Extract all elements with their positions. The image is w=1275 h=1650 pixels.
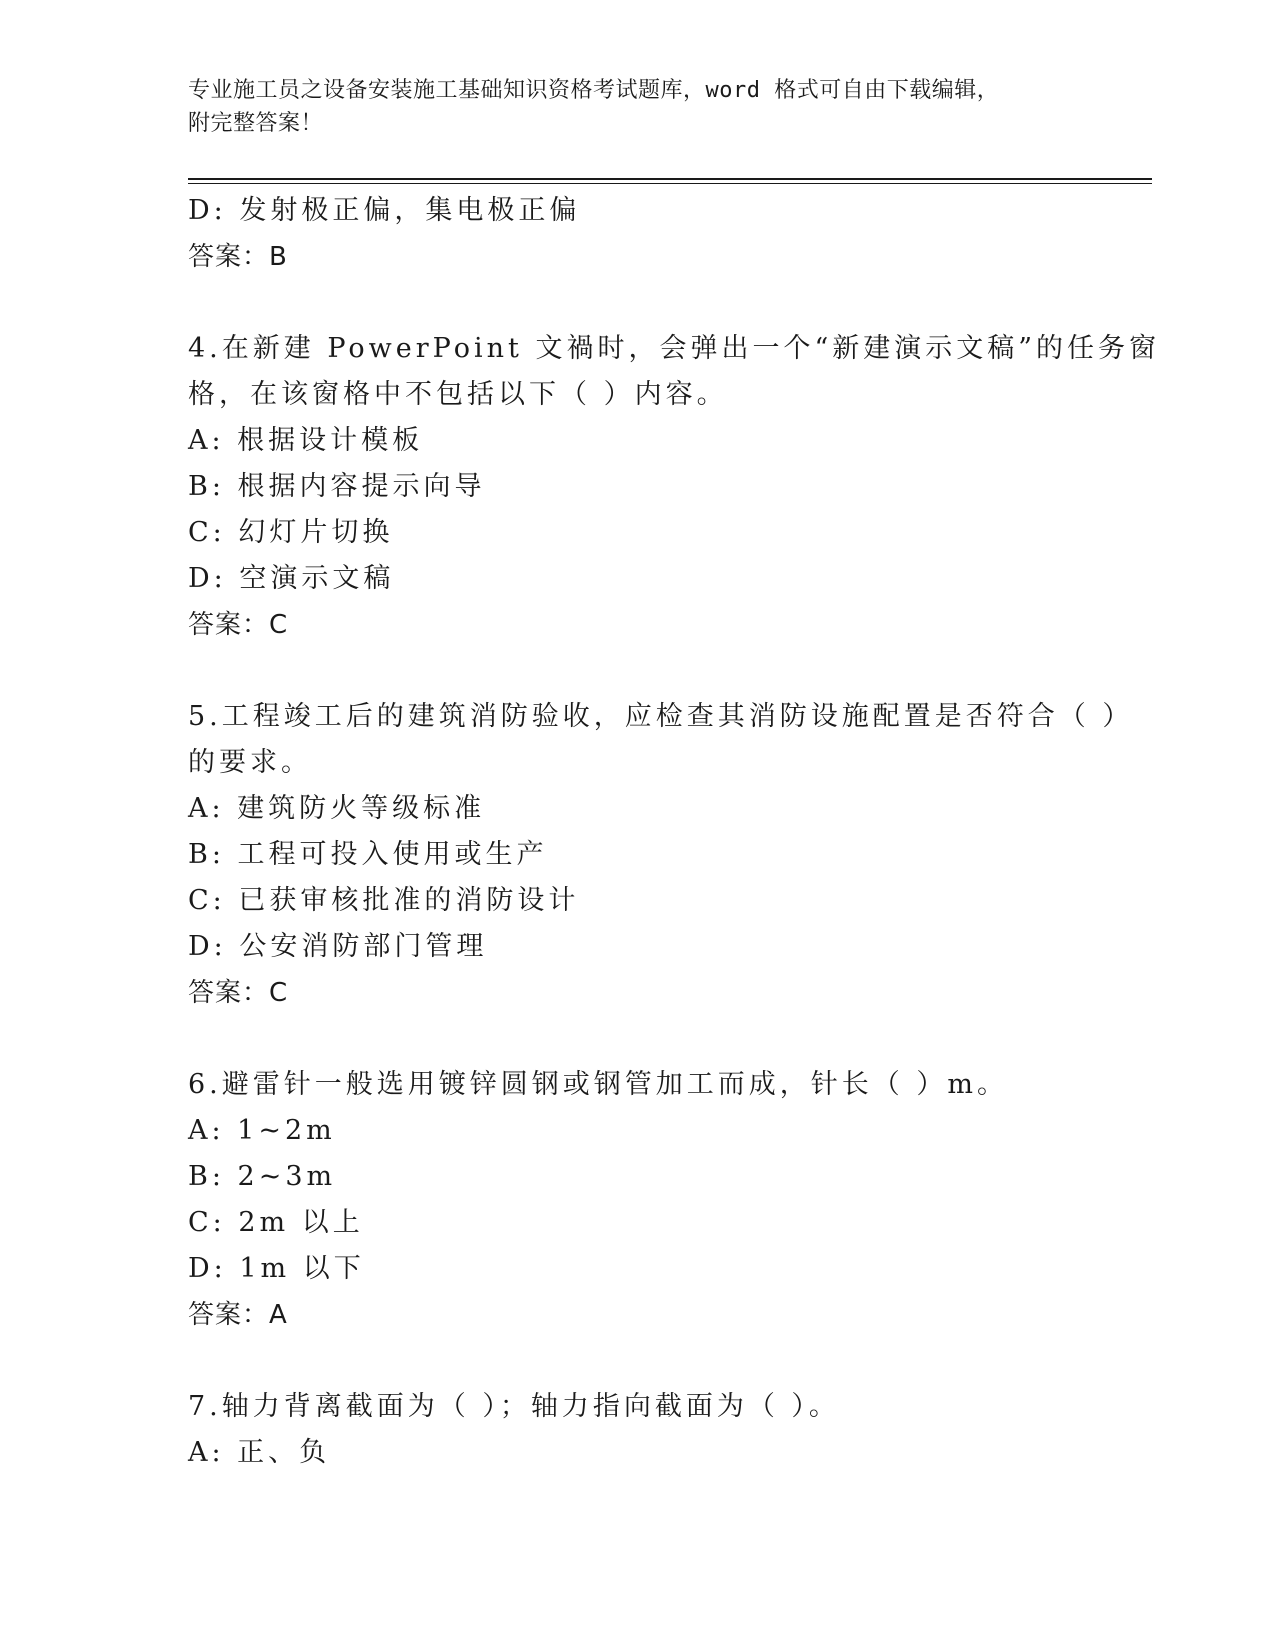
header-line-2: 附完整答案！ [188,111,324,136]
option-b: B: 根据内容提示向导 [188,471,486,502]
question-stem: 格，在该窗格中不包括以下（ ）内容。 [188,379,728,410]
answer-line: 答案：B [188,242,288,272]
option-c: C: 已获审核批准的消防设计 [188,885,580,916]
option-c: C: 幻灯片切换 [188,517,394,548]
option-a: A: 根据设计模板 [188,425,424,456]
option-d: D: 1m 以下 [188,1253,365,1284]
question-4 [188,326,1161,648]
question-6 [188,1062,1088,1338]
option-d: D: 空演示文稿 [188,563,395,594]
header-line-1: 专业施工员之设备安装施工基础知识资格考试题库，word 格式可自由下载编辑， [188,78,1000,103]
question-stem: 6.避雷针一般选用镀锌圆钢或钢管加工而成，针长（ ）m。 [188,1069,1008,1100]
question-stem: 5.工程竣工后的建筑消防验收，应检查其消防设施配置是否符合（ ） [188,701,1134,732]
option-a: A: 1~2m [188,1115,336,1146]
question-stem: 7.轴力背离截面为（ ）；轴力指向截面为（ ）。 [188,1391,840,1422]
header-divider-thick [188,178,1152,180]
option-a: A: 建筑防火等级标准 [188,793,486,824]
answer-line: 答案：A [188,1300,288,1330]
question-5 [188,694,1134,1016]
question-7 [188,1384,1088,1476]
header-divider-thin [188,183,1152,184]
document-header [188,74,1088,140]
option-d: D: 发射极正偏，集电极正偏 [188,195,581,226]
option-b: B: 工程可投入使用或生产 [188,839,548,870]
option-a: A: 正、负 [188,1437,331,1468]
answer-line: 答案：C [188,610,289,640]
question-stem: 4.在新建 PowerPoint 文禍时，会弹出一个“新建演示文稿”的任务窗 [188,333,1161,364]
question-stem: 的要求。 [188,747,312,778]
option-b: B: 2~3m [188,1161,337,1192]
question-list [188,188,1161,1476]
answer-line: 答案：C [188,978,289,1008]
option-d: D: 公安消防部门管理 [188,931,488,962]
option-c: C: 2m 以上 [188,1207,364,1238]
